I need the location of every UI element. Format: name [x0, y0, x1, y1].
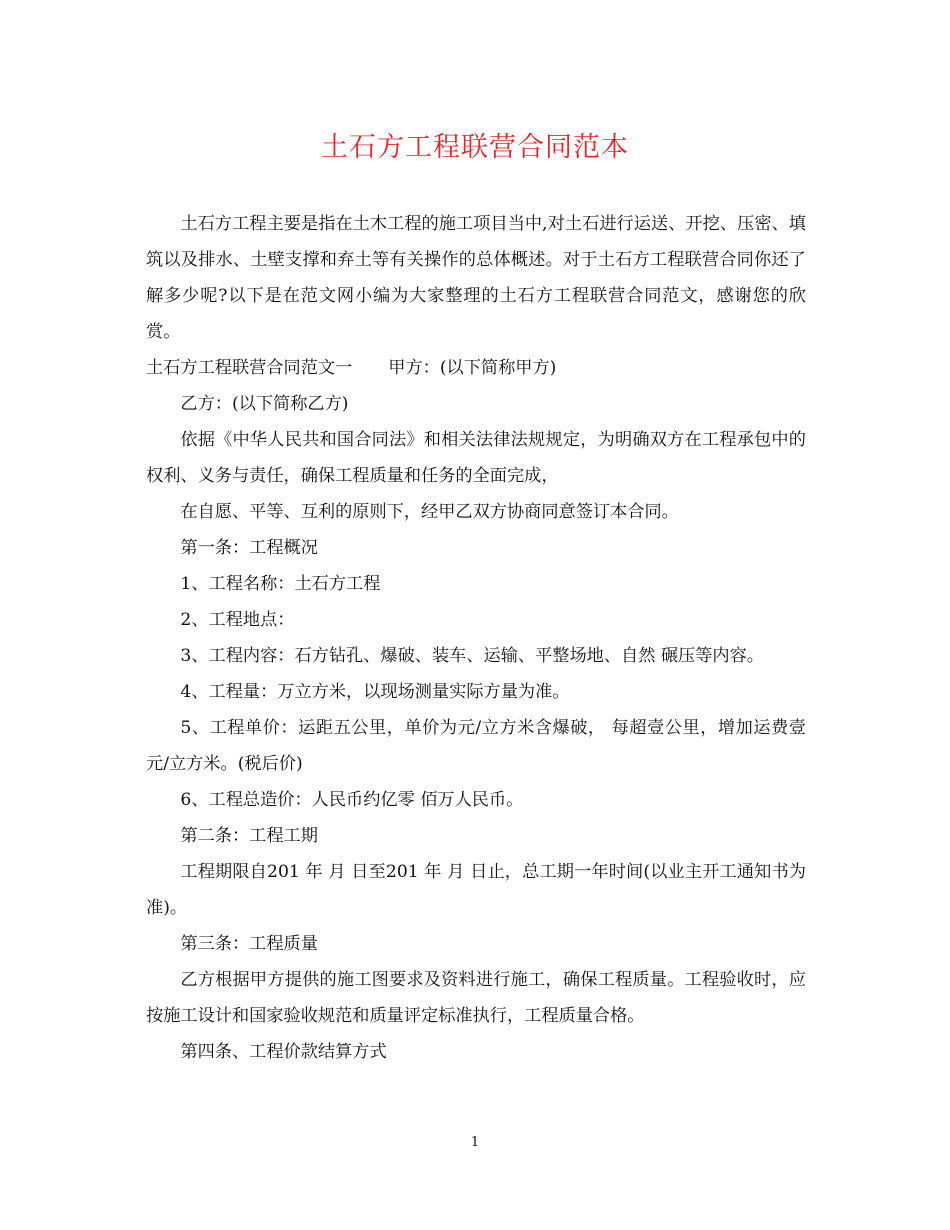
quality-paragraph: 乙方根据甲方提供的施工图要求及资料进行施工，确保工程质量。工程验收时，应按施工设计和国家验收规范和质量评定标准执行，工程质量合格。: [146, 970, 806, 1026]
sample-heading: 土石方工程联营合同范文一: [146, 358, 353, 378]
party-b-line: 乙方：(以下简称乙方): [180, 394, 349, 414]
project-location-line: 2、工程地点：: [180, 610, 295, 630]
total-cost-line: 6、工程总造价：人民币约亿零 佰万人民币。: [180, 790, 524, 810]
document-title: 土石方工程联营合同范本: [321, 132, 629, 163]
article-2-heading: 第二条：工程工期: [180, 826, 318, 846]
article-1-heading: 第一条：工程概况: [180, 538, 318, 558]
unit-price-line: 5、工程单价：运距五公里，单价为元/立方米含爆破， 每超壹公里，增加运费壹元/立方米。(税后价): [146, 718, 806, 774]
basis-paragraph: 依据《中华人民共和国合同法》和相关法律法规规定，为明确双方在工程承包中的权利、义务与责任，确保工程质量和任务的全面完成，: [146, 430, 806, 486]
party-a-label: 甲方：(以下简称甲方): [388, 358, 557, 378]
sample-heading-line: [146, 350, 806, 386]
intro-paragraph: 土石方工程主要是指在土木工程的施工项目当中,对土石进行运送、开挖、压密、填筑以及排水、土壁支撑和弃土等有关操作的总体概述。对于土石方工程联营合同你还了解多少呢?以下是在范文网小编为大家整理的土石方工程联营合同范文，感谢您的欣赏。: [146, 214, 806, 342]
project-name-line: 1、工程名称：土石方工程: [180, 574, 381, 594]
article-3-heading: 第三条：工程质量: [180, 934, 318, 954]
principle-paragraph: 在自愿、平等、互利的原则下，经甲乙双方协商同意签订本合同。: [180, 502, 679, 522]
schedule-paragraph: 工程期限自201 年 月 日至201 年 月 日止，总工期一年时间(以业主开工通知书为准)。: [146, 862, 806, 918]
page-number: 1: [470, 1135, 480, 1150]
project-quantity-line: 4、工程量：万立方米，以现场测量实际方量为准。: [180, 682, 570, 702]
document-body: [146, 206, 806, 1070]
article-4-heading: 第四条、工程价款结算方式: [180, 1042, 387, 1062]
project-content-line: 3、工程内容：石方钻孔、爆破、装车、运输、平整场地、自然 碾压等内容。: [180, 646, 764, 666]
